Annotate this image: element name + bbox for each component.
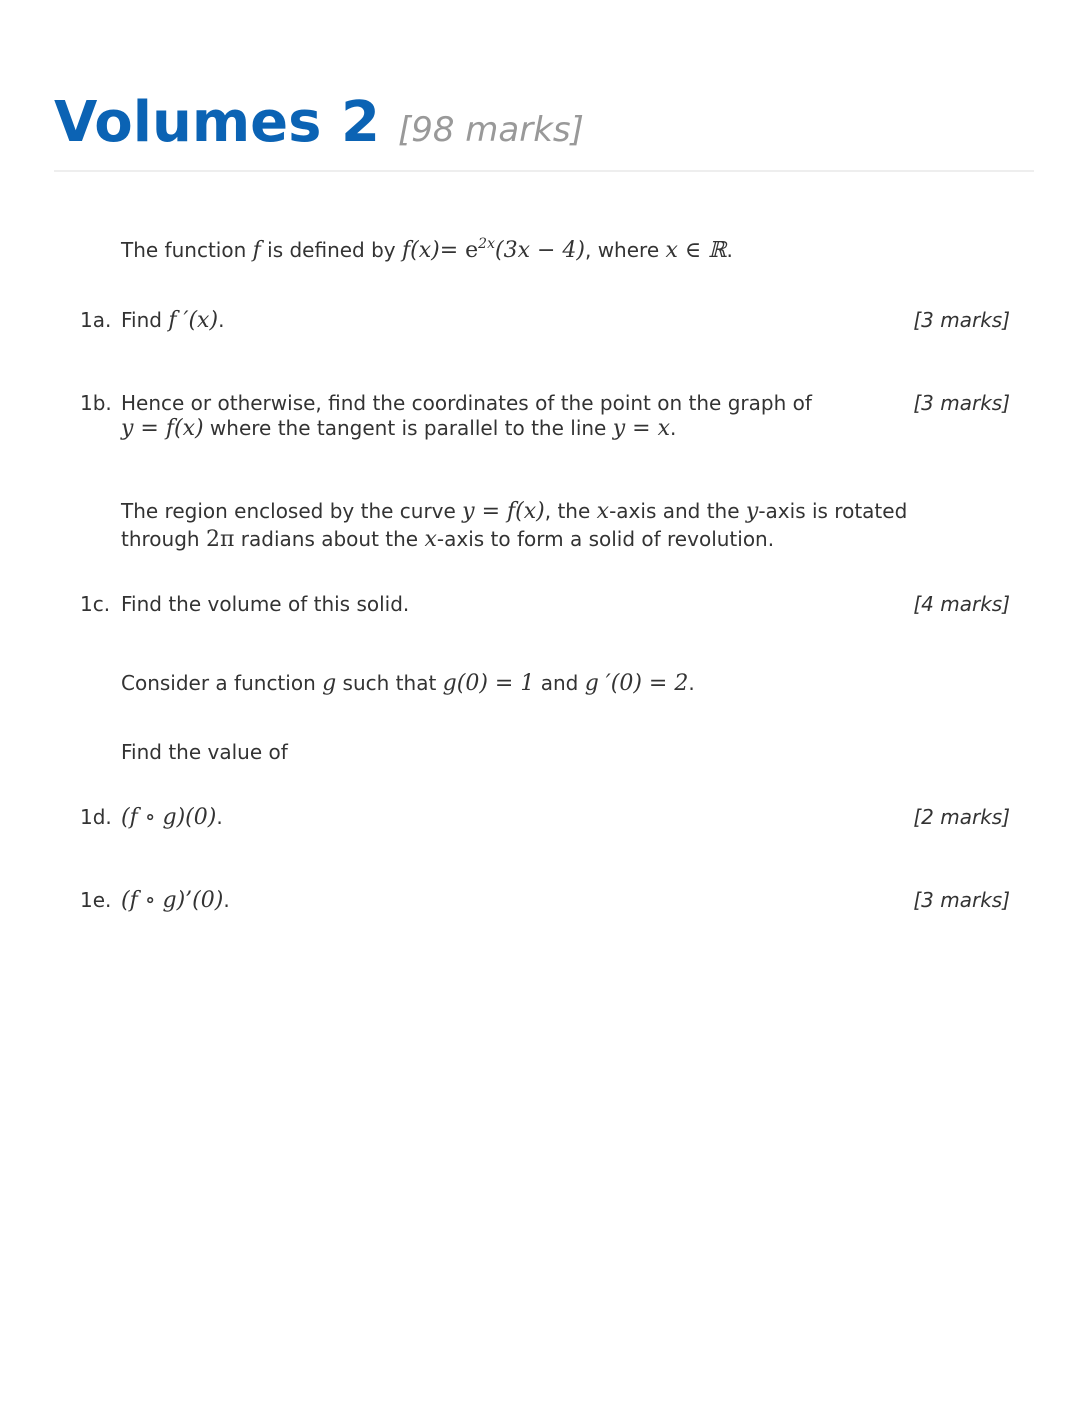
math-expression: y <box>745 499 759 524</box>
question-1b-line-2 <box>121 414 676 443</box>
question-1c-text: Find the volume of this solid. <box>121 592 410 616</box>
math-expression: x <box>424 527 437 552</box>
math-expression: y = f(x) <box>462 499 545 524</box>
intro-function-g <box>121 669 695 698</box>
intro-text: and <box>534 671 585 695</box>
intro-text: The function <box>121 238 253 262</box>
question-1a-marks: [3 marks] <box>913 308 1010 332</box>
question-text: . <box>216 805 223 829</box>
intro-text: Consider a function <box>121 671 323 695</box>
intro-find-value: Find the value of <box>121 740 288 764</box>
question-1d-text <box>121 803 223 832</box>
math-expression: = e <box>439 238 479 263</box>
intro-function-definition <box>121 236 733 265</box>
question-1a-text <box>121 306 224 335</box>
math-expression: y = x <box>612 416 670 441</box>
question-1d-marks: [2 marks] <box>913 805 1010 829</box>
intro-text: is defined by <box>260 238 402 262</box>
question-1b-marks: [3 marks] <box>913 391 1010 415</box>
math-expression: f(x) <box>402 238 440 263</box>
math-expression: (f ∘ g)’(0) <box>121 888 224 913</box>
question-text: . <box>669 416 677 440</box>
intro-text: , where <box>584 238 666 262</box>
math-expression: x <box>596 499 610 524</box>
question-number-1b: 1b. <box>80 391 112 415</box>
math-expression: (3x − 4) <box>494 238 585 263</box>
total-marks: [98 marks] <box>397 110 584 150</box>
math-expression: y = f(x) <box>121 416 204 441</box>
math-expression: f ′(x) <box>168 308 219 333</box>
page-title <box>54 88 584 165</box>
intro-text: , the <box>544 499 597 523</box>
intro-region-line-2 <box>121 525 774 554</box>
math-expression: f <box>252 238 261 263</box>
title-text: Volumes 2 <box>54 90 380 155</box>
math-expression: x ∈ ℝ <box>665 238 727 263</box>
question-text: . <box>218 308 225 332</box>
question-number-1c: 1c. <box>80 592 111 616</box>
page-header <box>54 88 1034 172</box>
intro-text: radians about the <box>234 527 425 551</box>
intro-region-line-1 <box>121 497 907 526</box>
math-expression: g ′(0) = 2 <box>584 671 689 696</box>
question-1b-line-1: Hence or otherwise, find the coordinates of the point on the graph of <box>121 391 812 415</box>
math-expression: g(0) = 1 <box>442 671 535 696</box>
question-text: Find <box>121 308 169 332</box>
math-exponent: 2x <box>478 236 495 252</box>
question-number-1d: 1d. <box>80 805 112 829</box>
question-text: . <box>223 888 230 912</box>
question-number-1a: 1a. <box>80 308 112 332</box>
intro-text: . <box>688 671 695 695</box>
question-1e-text <box>121 886 230 915</box>
intro-text: -axis is rotated <box>758 499 908 523</box>
intro-text: . <box>726 238 733 262</box>
intro-text: The region enclosed by the curve <box>121 499 463 523</box>
math-expression: g <box>322 671 337 696</box>
question-1e-marks: [3 marks] <box>913 888 1010 912</box>
intro-text: such that <box>336 671 443 695</box>
math-expression: 2π <box>205 527 235 552</box>
question-number-1e: 1e. <box>80 888 112 912</box>
math-expression: (f ∘ g)(0) <box>121 805 217 830</box>
intro-text: through <box>121 527 206 551</box>
intro-text: -axis to form a solid of revolution. <box>436 527 775 551</box>
question-text: where the tangent is parallel to the line <box>203 416 613 440</box>
intro-text: -axis and the <box>609 499 746 523</box>
question-1c-marks: [4 marks] <box>913 592 1010 616</box>
